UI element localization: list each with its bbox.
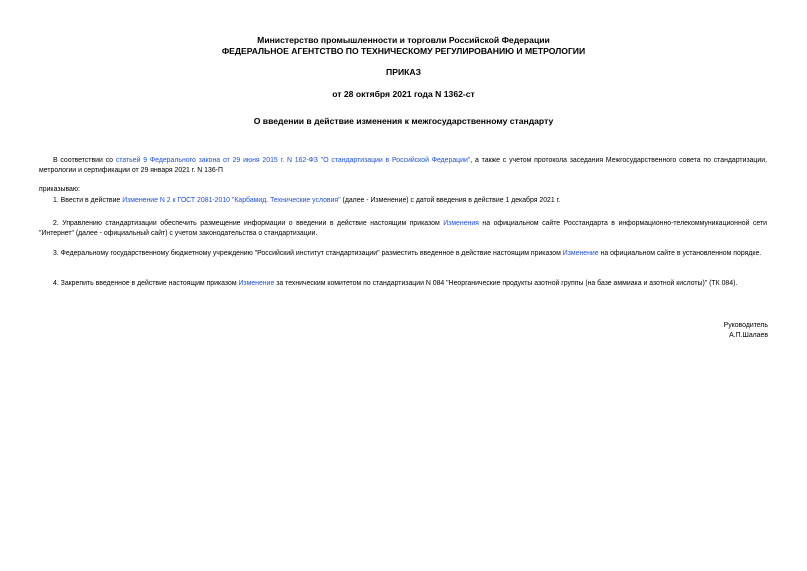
item-3-prefix: 3. Федеральному государственному бюджетному учреждению "Российский институт стандартизации" разместить введенное в действие настоящим приказом bbox=[53, 250, 563, 257]
amendment-link-3[interactable]: Изменение bbox=[562, 250, 599, 257]
gost-amendment-link[interactable]: Изменение N 2 к ГОСТ 2081-2010 "Карбамид. Технические условия" bbox=[122, 197, 341, 204]
document-date-number: от 28 октября 2021 года N 1362-ст bbox=[332, 89, 475, 99]
amendment-link-4[interactable]: Изменение bbox=[238, 280, 275, 287]
item-4-prefix: 4. Закрепить введенное в действие настоящим приказом bbox=[53, 280, 239, 287]
item-3-suffix: на официальном сайте в установленном порядке. bbox=[598, 250, 762, 257]
intro-paragraph bbox=[39, 156, 767, 176]
order-item-3 bbox=[39, 249, 767, 259]
agency-name: ФЕДЕРАЛЬНОЕ АГЕНТСТВО ПО ТЕХНИЧЕСКОМУ РЕГУЛИРОВАНИЮ И МЕТРОЛОГИИ bbox=[221, 46, 586, 56]
document-subject: О введении в действие изменения к межгосударственному стандарту bbox=[253, 116, 554, 126]
order-item-4 bbox=[39, 279, 767, 289]
item-1-prefix: 1. Ввести в действие bbox=[53, 197, 123, 204]
federal-law-link[interactable]: статьей 9 Федерального закона от 29 июня 2015 г. N 162-ФЗ "О стандартизации в Российской Федерации" bbox=[115, 157, 471, 164]
item-1-suffix: (далее - Изменение) с датой введения в действие 1 декабря 2021 г. bbox=[340, 197, 561, 204]
order-item-1 bbox=[39, 196, 767, 206]
item-2-prefix: 2. Управлению стандартизации обеспечить размещение информации о введении в действие настоящим приказом bbox=[53, 220, 444, 227]
signature-title: Руководитель bbox=[723, 322, 768, 329]
order-item-2 bbox=[39, 219, 767, 239]
amendment-link-2[interactable]: Изменения bbox=[443, 220, 479, 227]
intro-suffix: , а также с учетом протокола заседания Межгосударственного совета по стандартизации, метрологии и сертификации от 29 января 2021 г. N 136-П bbox=[39, 157, 767, 174]
intro-prefix: В соответствии со bbox=[53, 157, 116, 164]
item-4-suffix: за техническим комитетом по стандартизации N 084 "Неорганические продукты азотной группы (на базе аммиака и азотной кислоты)" (ТК 084). bbox=[274, 280, 738, 287]
order-word: приказываю: bbox=[39, 186, 80, 193]
signature-name: А.П.Шалаев bbox=[729, 332, 768, 339]
document-type: ПРИКАЗ bbox=[386, 67, 421, 77]
item-2-suffix: на официальном сайте Росстандарта в информационно-телекоммуникационной сети "Интернет" (далее - официальный сайт) с учетом законодательства о стандартизации. bbox=[39, 220, 767, 237]
ministry-name: Министерство промышленности и торговли Российской Федерации bbox=[257, 35, 550, 45]
